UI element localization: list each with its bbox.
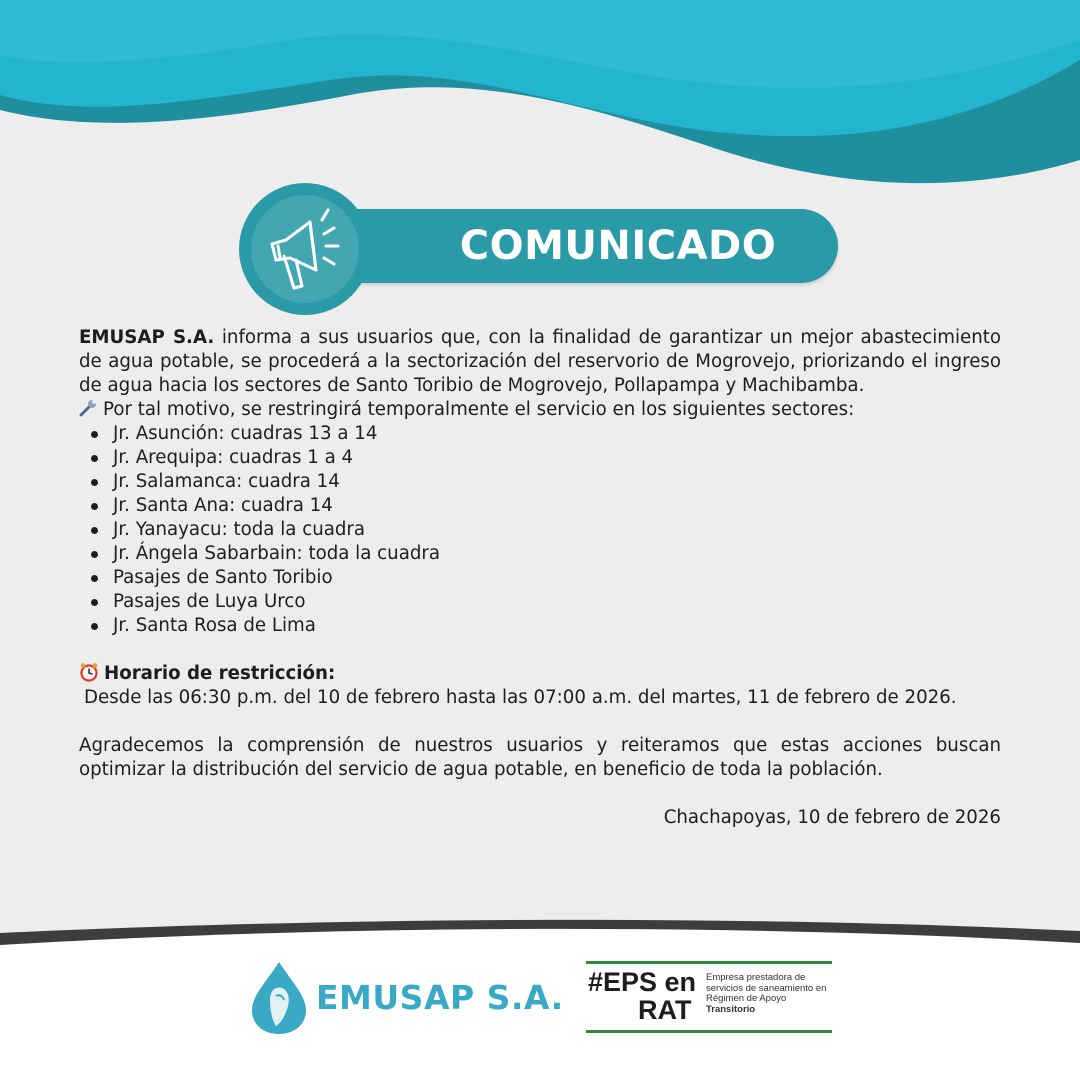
list-item: Jr. Santa Rosa de Lima xyxy=(89,614,1001,638)
megaphone-icon xyxy=(238,182,372,316)
list-item: Pasajes de Luya Urco xyxy=(89,590,1001,614)
eps-desc-text: Empresa prestadora de servicios de saneamiento en Régimen de Apoyo xyxy=(706,972,827,1004)
announcement-body xyxy=(79,326,1001,830)
restriction-notice-text: Por tal motivo, se restringirá temporalmente el servicio en los siguientes sectores: xyxy=(103,399,855,420)
list-item: Jr. Yanayacu: toda la cuadra xyxy=(89,518,1001,542)
alarm-clock-icon xyxy=(79,662,99,682)
wrench-icon xyxy=(79,399,99,417)
schedule-heading xyxy=(79,662,1001,686)
closing-paragraph: Agradecemos la comprensión de nuestros usuarios y reiteramos que estas acciones buscan optimizar la distribución del servicio de agua potable, en beneficio de toda la población. xyxy=(79,735,1001,780)
spacer xyxy=(79,710,1001,734)
list-item: Jr. Arequipa: cuadras 1 a 4 xyxy=(89,446,1001,470)
eps-rat-logo xyxy=(586,958,834,1040)
list-item: Jr. Salamanca: cuadra 14 xyxy=(89,470,1001,494)
list-item: Jr. Santa Ana: cuadra 14 xyxy=(89,494,1001,518)
announcement-banner xyxy=(238,182,840,316)
eps-bottom-line xyxy=(586,1030,832,1033)
eps-description xyxy=(706,973,834,1015)
top-wave-decoration xyxy=(0,0,1080,200)
company-name: EMUSAP S.A. xyxy=(79,327,215,348)
schedule-title: Horario de restricción: xyxy=(104,663,336,684)
water-drop-icon xyxy=(246,960,312,1036)
intro-text: informa a sus usuarios que, con la finalidad de garantizar un mejor abastecimiento de agua potable, se procederá a la sectorización del reservorio de Mogrovejo, priorizando el ingreso de agua hacia los sectores de Santo Toribio de Mogrovejo, Pollapampa y Machibamba. xyxy=(79,327,1001,396)
place-date: Chachapoyas, 10 de febrero de 2026 xyxy=(663,807,1001,828)
restriction-notice xyxy=(79,398,1001,422)
spacer xyxy=(79,638,1001,662)
eps-top-line xyxy=(586,961,832,964)
banner-pill xyxy=(318,209,838,283)
eps-desc-strong: Transitorio xyxy=(706,1003,756,1015)
intro-paragraph xyxy=(79,326,1001,398)
list-item: Jr. Asunción: cuadras 13 a 14 xyxy=(89,422,1001,446)
spacer xyxy=(79,782,1001,806)
logo-text: EMUSAP S.A. xyxy=(316,978,564,1017)
schedule-text: Desde las 06:30 p.m. del 10 de febrero hasta las 07:00 a.m. del martes, 11 de febrero de 2026. xyxy=(84,687,957,708)
list-item: Pasajes de Santo Toribio xyxy=(89,566,1001,590)
emusap-logo xyxy=(246,960,564,1036)
eps-hashtag: #EPS en xyxy=(588,967,697,997)
sector-list xyxy=(79,422,1001,638)
eps-rat: RAT xyxy=(638,995,692,1025)
banner-title: COMUNICADO xyxy=(459,223,777,269)
list-item: Jr. Ángela Sabarbain: toda la cuadra xyxy=(89,542,1001,566)
